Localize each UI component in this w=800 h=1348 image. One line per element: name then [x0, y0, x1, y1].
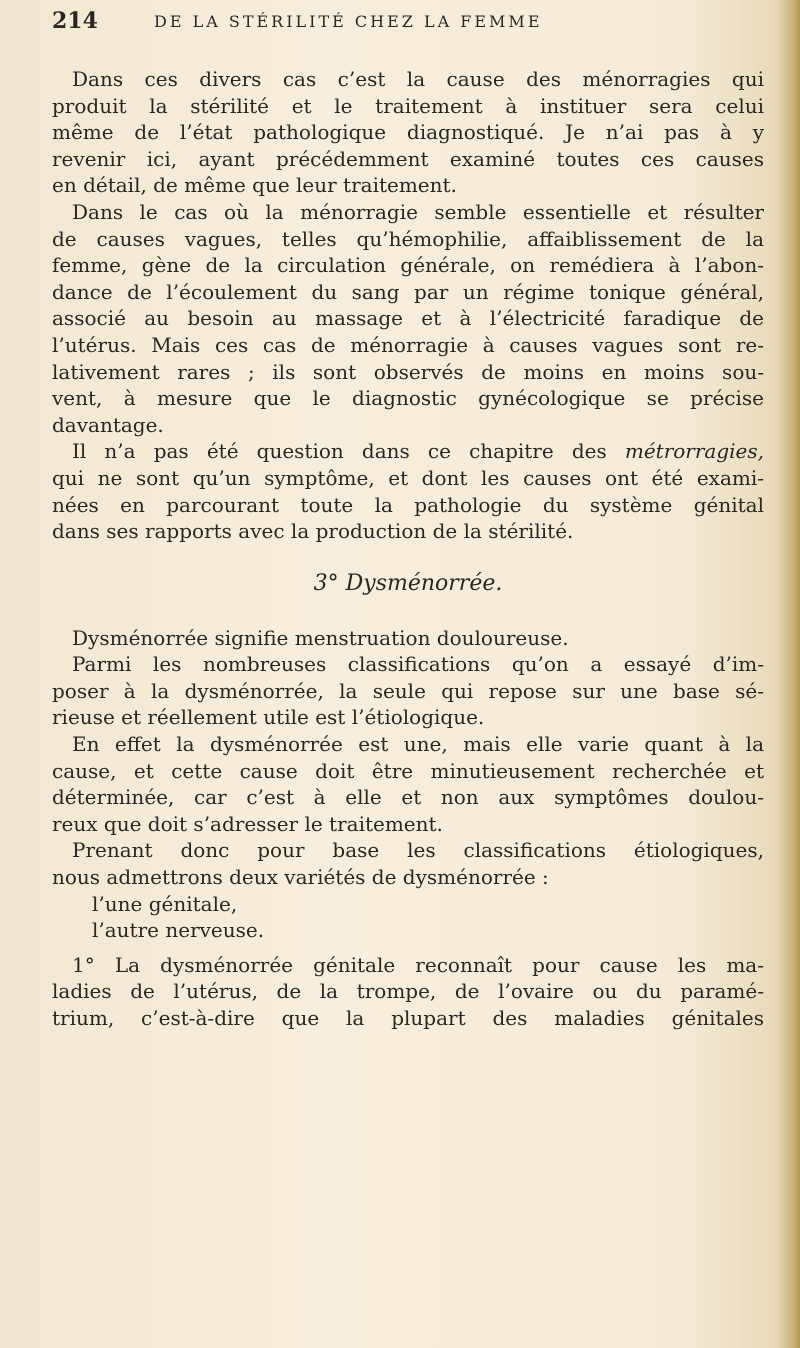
text-line: Dysménorrée signifie menstruation douloureuse.	[72, 625, 569, 650]
body-text	[52, 66, 764, 1032]
text-line: En effet la dysménorrée est une, mais elle varie quant à la	[72, 732, 764, 757]
text-line: produit la stérilité et le traitement à instituer sera celui	[52, 93, 764, 118]
text-line	[52, 438, 764, 465]
page-edge-shadow	[778, 0, 800, 1348]
section-title-block	[52, 545, 764, 625]
spacer	[52, 944, 764, 952]
text-line: nées en parcourant toute la pathologie du système génital	[52, 492, 764, 517]
text-line: Prenant donc pour base les classifications étiologiques,	[72, 838, 764, 863]
text-line: vent, à mesure que le diagnostic gynécologique se précise	[52, 386, 764, 411]
text-line: poser à la dysménorrée, la seule qui repose sur une base sé-	[52, 678, 764, 703]
section-title: 3° Dysménorrée.	[313, 570, 503, 596]
text-line: 1° La dysménorrée génitale reconnaît pour cause les ma-	[72, 952, 764, 977]
text-line: associé au besoin au massage et à l’électricité faradique de	[52, 306, 764, 331]
list-item: l’autre nerveuse.	[92, 918, 265, 943]
page-header	[52, 8, 772, 38]
text-span: Il n’a pas été question dans ce chapitre des	[72, 439, 607, 464]
text-line: rieuse et réellement utile est l’étiologique.	[52, 705, 485, 730]
text-line: l’utérus. Mais ces cas de ménorragie à causes vagues sont re-	[52, 332, 764, 357]
text-line: Dans ces divers cas c’est la cause des ménorragies qui	[72, 67, 764, 91]
running-title: DE LA STÉRILITÉ CHEZ LA FEMME	[154, 12, 543, 31]
text-line: dans ses rapports avec la production de la stérilité.	[52, 519, 574, 544]
text-line: revenir ici, ayant précédemment examiné toutes ces causes	[52, 146, 764, 171]
text-line: trium, c’est-à-dire que la plupart des maladies génitales	[52, 1006, 764, 1030]
text-line: davantage.	[52, 412, 164, 437]
text-line: lativement rares ; ils sont observés de moins en moins sou-	[52, 359, 764, 384]
text-line: dance de l’écoulement du sang par un régime tonique général,	[52, 279, 764, 304]
text-line: reux que doit s’adresser le traitement.	[52, 811, 443, 836]
text-line: femme, gène de la circulation générale, on remédiera à l’abon-	[52, 253, 764, 278]
list-item: l’une génitale,	[92, 891, 238, 916]
text-line: Dans le cas où la ménorragie semble essentielle et résulter	[72, 199, 764, 224]
emphasis-metrorragies: métrorragies,	[624, 439, 764, 464]
text-line: cause, et cette cause doit être minutieusement recherchée et	[52, 758, 764, 783]
text-line: ladies de l’utérus, de la trompe, de l’ovaire ou du paramé-	[52, 979, 764, 1004]
text-line: Parmi les nombreuses classifications qu’on a essayé d’im-	[72, 652, 764, 677]
text-line: de causes vagues, telles qu’hémophilie, affaiblissement de la	[52, 226, 764, 251]
text-line: même de l’état pathologique diagnostiqué. Je n’ai pas à y	[52, 120, 764, 145]
text-line: nous admettrons deux variétés de dysménorrée :	[52, 865, 549, 890]
text-line: qui ne sont qu’un symptôme, et dont les causes ont été exami-	[52, 465, 764, 490]
text-line: déterminée, car c’est à elle et non aux symptômes doulou-	[52, 785, 764, 810]
page-number: 214	[52, 8, 98, 34]
text-line: en détail, de même que leur traitement.	[52, 173, 457, 198]
